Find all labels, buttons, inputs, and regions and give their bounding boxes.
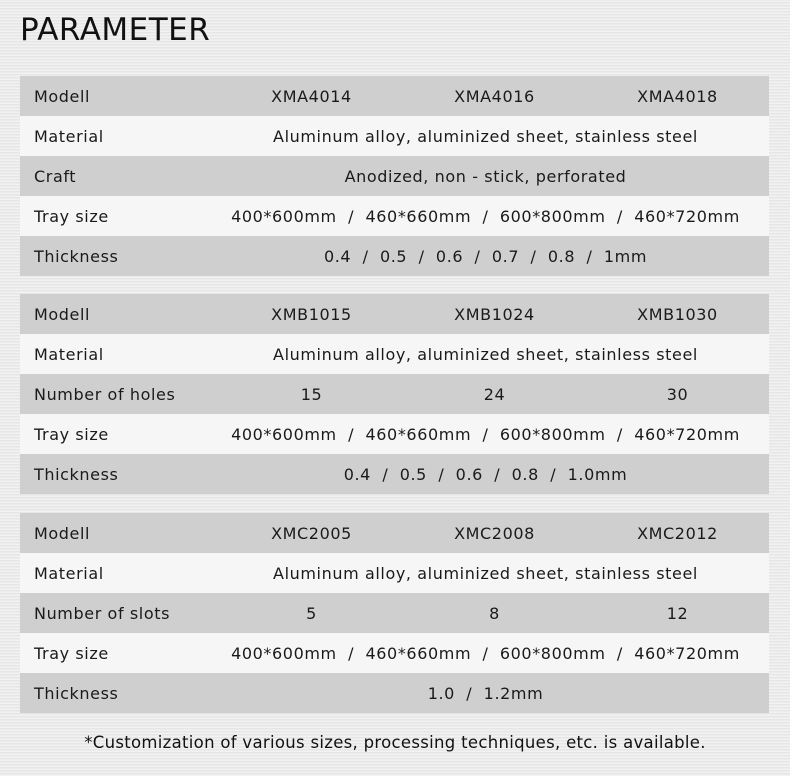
parameter-table-xmb	[20, 294, 769, 494]
row-value: 400*600mm / 460*660mm / 600*800mm / 460*720mm	[231, 643, 740, 663]
row-label: Number of slots	[34, 603, 171, 623]
table-row-thickness	[20, 236, 769, 276]
row-value: Anodized, non - stick, perforated	[344, 166, 627, 186]
table-row-tray-size	[20, 414, 769, 454]
slots-cell: 8	[489, 603, 500, 623]
slots-cell: 5	[306, 603, 317, 623]
row-label: Modell	[34, 523, 91, 543]
table-row-thickness	[20, 454, 769, 494]
customization-note: *Customization of various sizes, processing techniques, etc. is available.	[84, 733, 706, 752]
table-row-thickness	[20, 673, 769, 713]
row-value: Aluminum alloy, aluminized sheet, stainless steel	[273, 563, 698, 583]
table-row-material	[20, 334, 769, 374]
row-label: Thickness	[34, 683, 119, 703]
table-row-model	[20, 294, 769, 334]
row-label: Craft	[34, 166, 77, 186]
table-row-model	[20, 513, 769, 553]
row-label: Tray size	[34, 206, 109, 226]
table-row-material	[20, 116, 769, 156]
row-label: Number of holes	[34, 384, 176, 404]
row-label: Material	[34, 344, 104, 364]
model-cell: XMB1024	[454, 304, 535, 324]
row-value: 1.0 / 1.2mm	[427, 683, 544, 703]
table-row-material	[20, 553, 769, 593]
row-value: Aluminum alloy, aluminized sheet, stainless steel	[273, 344, 698, 364]
parameter-table-xma	[20, 76, 769, 276]
table-row-tray-size	[20, 633, 769, 673]
model-cell: XMA4014	[271, 86, 352, 106]
model-cell: XMC2005	[271, 523, 352, 543]
page-title: PARAMETER	[20, 12, 211, 48]
row-label: Tray size	[34, 424, 109, 444]
row-label: Thickness	[34, 464, 119, 484]
table-row-craft	[20, 156, 769, 196]
row-label: Material	[34, 563, 104, 583]
row-label: Modell	[34, 86, 91, 106]
row-value: Aluminum alloy, aluminized sheet, stainless steel	[273, 126, 698, 146]
model-cell: XMA4016	[454, 86, 535, 106]
row-value: 0.4 / 0.5 / 0.6 / 0.7 / 0.8 / 1mm	[323, 246, 648, 266]
holes-cell: 24	[483, 384, 506, 404]
row-label: Thickness	[34, 246, 119, 266]
parameter-table-xmc	[20, 513, 769, 713]
row-label: Tray size	[34, 643, 109, 663]
model-cell: XMB1015	[271, 304, 352, 324]
slots-cell: 12	[666, 603, 689, 623]
table-row-holes	[20, 374, 769, 414]
row-value: 0.4 / 0.5 / 0.6 / 0.8 / 1.0mm	[343, 464, 628, 484]
table-row-slots	[20, 593, 769, 633]
row-label: Modell	[34, 304, 91, 324]
holes-cell: 15	[300, 384, 323, 404]
model-cell: XMB1030	[637, 304, 718, 324]
model-cell: XMC2008	[454, 523, 535, 543]
table-row-model	[20, 76, 769, 116]
model-cell: XMC2012	[637, 523, 718, 543]
row-value: 400*600mm / 460*660mm / 600*800mm / 460*720mm	[231, 424, 740, 444]
model-cell: XMA4018	[637, 86, 718, 106]
table-row-tray-size	[20, 196, 769, 236]
row-label: Material	[34, 126, 104, 146]
row-value: 400*600mm / 460*660mm / 600*800mm / 460*720mm	[231, 206, 740, 226]
holes-cell: 30	[666, 384, 689, 404]
